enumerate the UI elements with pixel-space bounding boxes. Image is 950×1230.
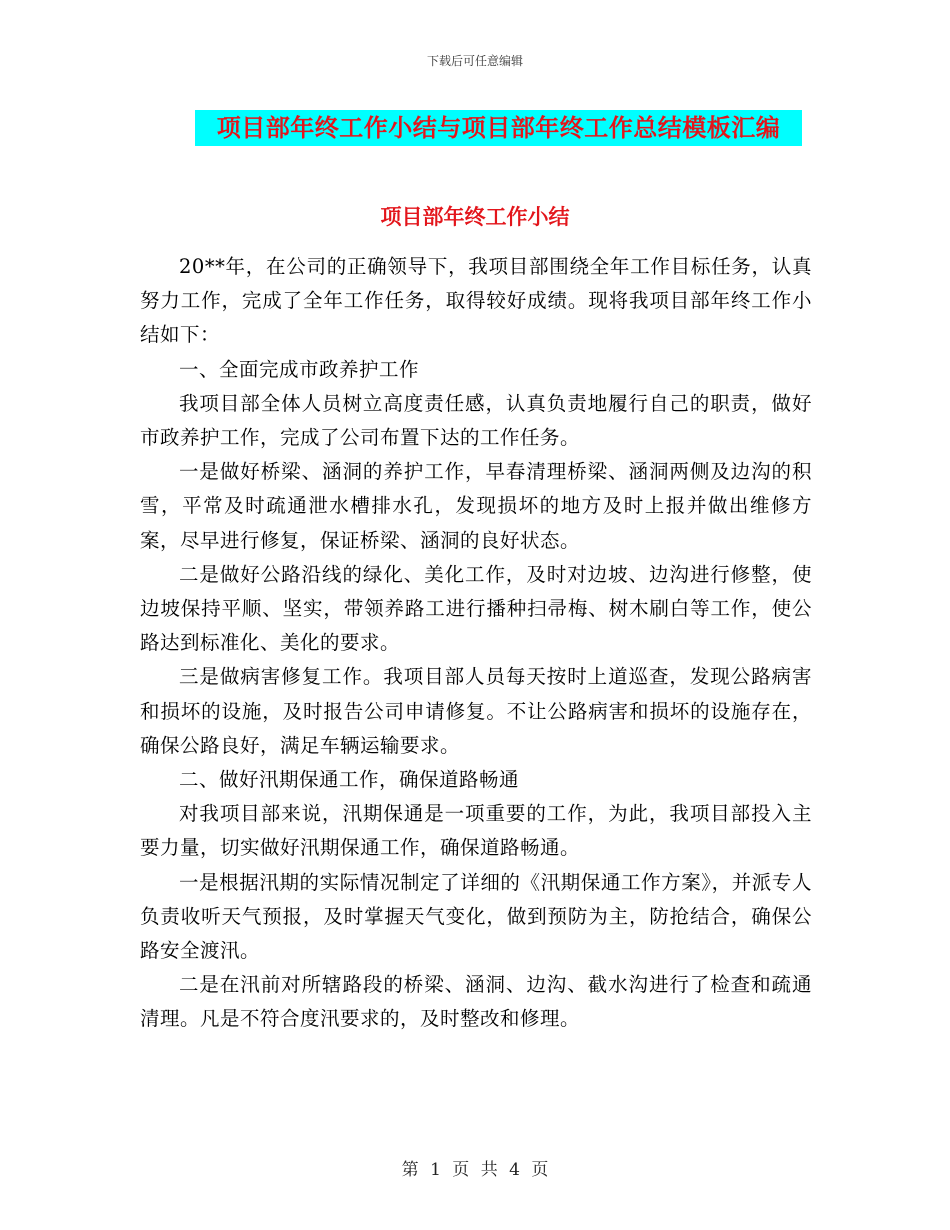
section-title: 项目部年终工作小结: [380, 205, 570, 229]
document-body: [140, 250, 812, 1037]
body-paragraph: 一是根据汛期的实际情况制定了详细的《汛期保通工作方案》，并派专人负责收听天气预报，及时掌握天气变化，做到预防为主，防抢结合，确保公路安全渡汛。: [140, 870, 812, 963]
body-paragraph: 二是做好公路沿线的绿化、美化工作，及时对边坡、边沟进行修整，使边坡保持平顺、坚实，带领养路工进行播种扫帚梅、树木刷白等工作，使公路达到标准化、美化的要求。: [140, 562, 812, 655]
header-note: 下载后可任意编辑: [426, 54, 523, 68]
body-paragraph: 三是做病害修复工作。我项目部人员每天按时上道巡查，发现公路病害和损坏的设施，及时报告公司申请修复。不让公路病害和损坏的设施存在，确保公路良好，满足车辆运输要求。: [140, 665, 812, 757]
page-footer: 第 1 页 共 4 页: [401, 1160, 549, 1180]
body-paragraph: 一是做好桥梁、涵洞的养护工作，早春清理桥梁、涵洞两侧及边沟的积雪，平常及时疏通泄水槽排水孔，发现损坏的地方及时上报并做出维修方案，尽早进行修复，保证桥梁、涵洞的良好状态。: [140, 460, 812, 552]
document-title: 项目部年终工作小结与项目部年终工作总结模板汇编: [195, 110, 802, 146]
body-paragraph: 对我项目部来说，汛期保通是一项重要的工作，为此，我项目部投入主要力量，切实做好汛期保通工作，确保道路畅通。: [140, 802, 812, 860]
body-paragraph: 我项目部全体人员树立高度责任感，认真负责地履行自己的职责，做好市政养护工作，完成了公司布置下达的工作任务。: [140, 391, 812, 450]
section-heading: 一、全面完成市政养护工作: [179, 357, 420, 381]
body-paragraph: 20**年，在公司的正确领导下，我项目部围绕全年工作目标任务，认真努力工作，完成了全年工作任务，取得较好成绩。现将我项目部年终工作小结如下：: [140, 255, 812, 347]
body-paragraph: 二是在汛前对所辖路段的桥梁、涵洞、边沟、截水沟进行了检查和疏通清理。凡是不符合度汛要求的，及时整改和修理。: [140, 973, 812, 1031]
section-heading: 二、做好汛期保通工作，确保道路畅通: [179, 768, 520, 792]
